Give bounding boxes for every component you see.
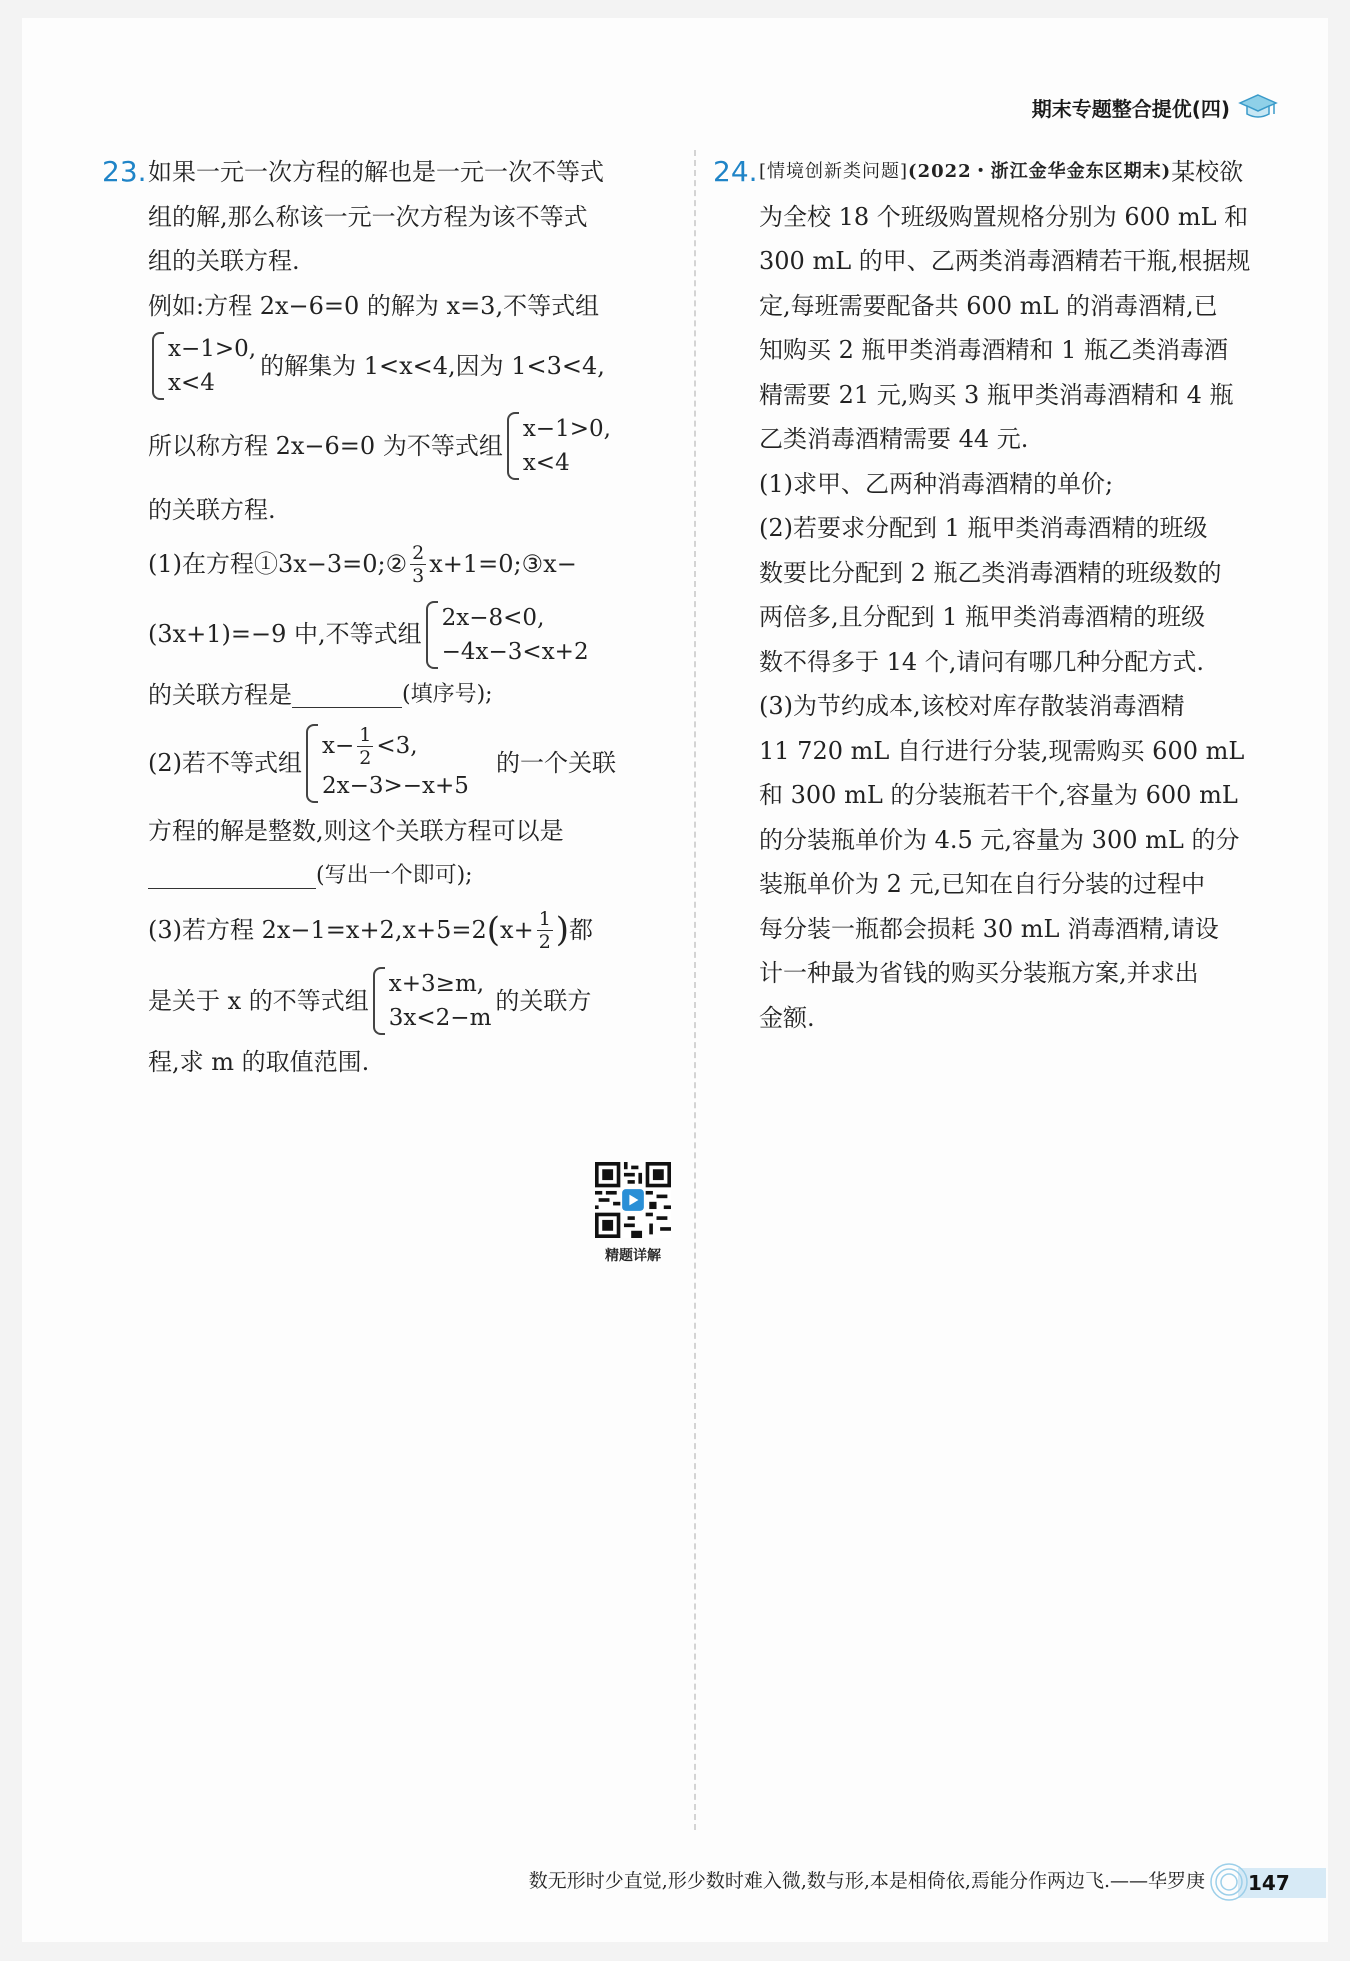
chapter-title: 期末专题整合提优(四) <box>1031 96 1230 121</box>
question-23 <box>102 150 682 1085</box>
fraction: $\frac{2}{3}$ <box>412 542 425 587</box>
q24-line: (1)求甲、乙两种消毒酒精的单价; <box>759 469 1114 498</box>
qr-label: 精题详解 <box>605 1248 661 1264</box>
qr-block[interactable] <box>594 1162 672 1266</box>
q24-line: 定,每班需要配备共 600 mL 的消毒酒精,已 <box>759 291 1218 320</box>
inequality-system: x− $\frac{1}{2}$ <3, 2x−3>−x+5 <box>306 724 492 803</box>
graduation-cap-icon <box>1238 92 1278 122</box>
q24-line: 11 720 mL 自行进行分装,现需购买 600 mL <box>759 736 1245 765</box>
part-1: (3x+1)=−9 中,不等式组 2x−8<0, −4x−3<x+2 <box>148 597 682 673</box>
intro-line: 组的解,那么称该一元一次方程为该不等式 <box>148 202 588 231</box>
question-number: 24. <box>713 155 758 188</box>
q24-line: (3)为节约成本,该校对库存散装消毒酒精 <box>759 692 1185 720</box>
footer-quote: 数无形时少直觉,形少数时难入微,数与形,本是相倚依,焉能分作两边飞.——华罗庚 <box>528 1870 1205 1892</box>
inequality-system: x−1>0, x<4 <box>152 332 256 400</box>
page-header <box>1032 92 1278 122</box>
q24-line: 和 300 mL 的分装瓶若干个,容量为 600 mL <box>759 781 1238 809</box>
qr-code-icon[interactable] <box>595 1162 671 1238</box>
q24-line: 数要比分配到 2 瓶乙类消毒酒精的班级数的 <box>759 558 1222 587</box>
q24-line: (2)若要求分配到 1 瓶甲类消毒酒精的班级 <box>759 514 1208 542</box>
example-line: 例如:方程 2x−6=0 的解为 x=3,不等式组 <box>148 291 600 320</box>
q24-line: 每分装一瓶都会损耗 30 mL 消毒酒精,请设 <box>759 914 1219 943</box>
q24-line: 精需要 21 元,购买 3 瓶甲类消毒酒精和 4 瓶 <box>759 380 1234 409</box>
answer-blank[interactable] <box>292 681 402 708</box>
intro-line: 组的关联方程. <box>148 247 300 275</box>
question-tag: [情境创新类问题] <box>759 161 909 182</box>
q24-line: 装瓶单价为 2 元,已知在自行分装的过程中 <box>759 870 1206 898</box>
part-3: (3)若方程 2x−1=x+2,x+5=2 ( x+ $\frac{1}{2}$ ) 都 <box>148 907 594 953</box>
q24-line: 数不得多于 14 个,请问有哪几种分配方式. <box>759 647 1205 676</box>
part-2: (写出一个即可); <box>148 854 682 899</box>
fraction: $\frac{1}{2}$ <box>359 723 372 769</box>
q24-line: 为全校 18 个班级购置规格分别为 600 mL 和 <box>759 202 1249 231</box>
part-2: 方程的解是整数,则这个关联方程可以是 <box>148 817 564 845</box>
inequality-system: 2x−8<0, −4x−3<x+2 <box>426 601 589 669</box>
page-number: 147 <box>1248 1871 1290 1895</box>
q24-line: 金额. <box>759 1003 815 1032</box>
question-source: (2022・浙江金华金东区期末) <box>908 161 1172 182</box>
column-divider <box>694 150 696 1830</box>
fraction: $\frac{1}{2}$ <box>538 907 551 953</box>
intro-line: 如果一元一次方程的解也是一元一次不等式 <box>148 158 604 186</box>
example-line: x−1>0, x<4 的解集为 1<x<4,因为 1<3<4, <box>148 328 682 404</box>
part-1: 的关联方程是 (填序号); <box>148 680 493 709</box>
part-3: 是关于 x 的不等式组 x+3≥m, 3x<2−m 的关联方 <box>148 962 682 1040</box>
answer-blank[interactable] <box>148 862 316 889</box>
q24-line: 300 mL 的甲、乙两类消毒酒精若干瓶,根据规 <box>759 247 1251 275</box>
part-3: 程,求 m 的取值范围. <box>148 1048 370 1076</box>
example-line: 的关联方程. <box>148 496 276 524</box>
q24-line: 两倍多,且分配到 1 瓶甲类消毒酒精的班级 <box>759 603 1206 631</box>
question-24 <box>713 150 1293 1040</box>
question-number: 23. <box>102 155 147 188</box>
q24-line: 乙类消毒酒精需要 44 元. <box>759 425 1029 453</box>
inequality-system: x−1>0, x<4 <box>507 412 611 480</box>
page-footer <box>0 1862 1350 1902</box>
q24-line: [情境创新类问题] (2022・浙江金华金东区期末) 某校欲 <box>759 150 1293 195</box>
inequality-system: x+3≥m, 3x<2−m <box>373 967 492 1035</box>
q24-line: 计一种最为省钱的购买分装瓶方案,并求出 <box>759 959 1199 987</box>
q24-line: 知购买 2 瓶甲类消毒酒精和 1 瓶乙类消毒酒 <box>759 336 1229 364</box>
spiral-decoration-icon <box>1208 1862 1250 1902</box>
q24-line: 的分装瓶单价为 4.5 元,容量为 300 mL 的分 <box>759 825 1240 854</box>
part-1: (1)在方程①3x−3=0;② $\frac{2}{3}$ x+1=0;③x− <box>148 542 577 587</box>
part-2: (2)若不等式组 x− $\frac{1}{2}$ <3, 2x−3>−x+5 的一个关联 <box>148 717 682 809</box>
example-line: 所以称方程 2x−6=0 为不等式组 x−1>0, x<4 <box>148 404 682 488</box>
